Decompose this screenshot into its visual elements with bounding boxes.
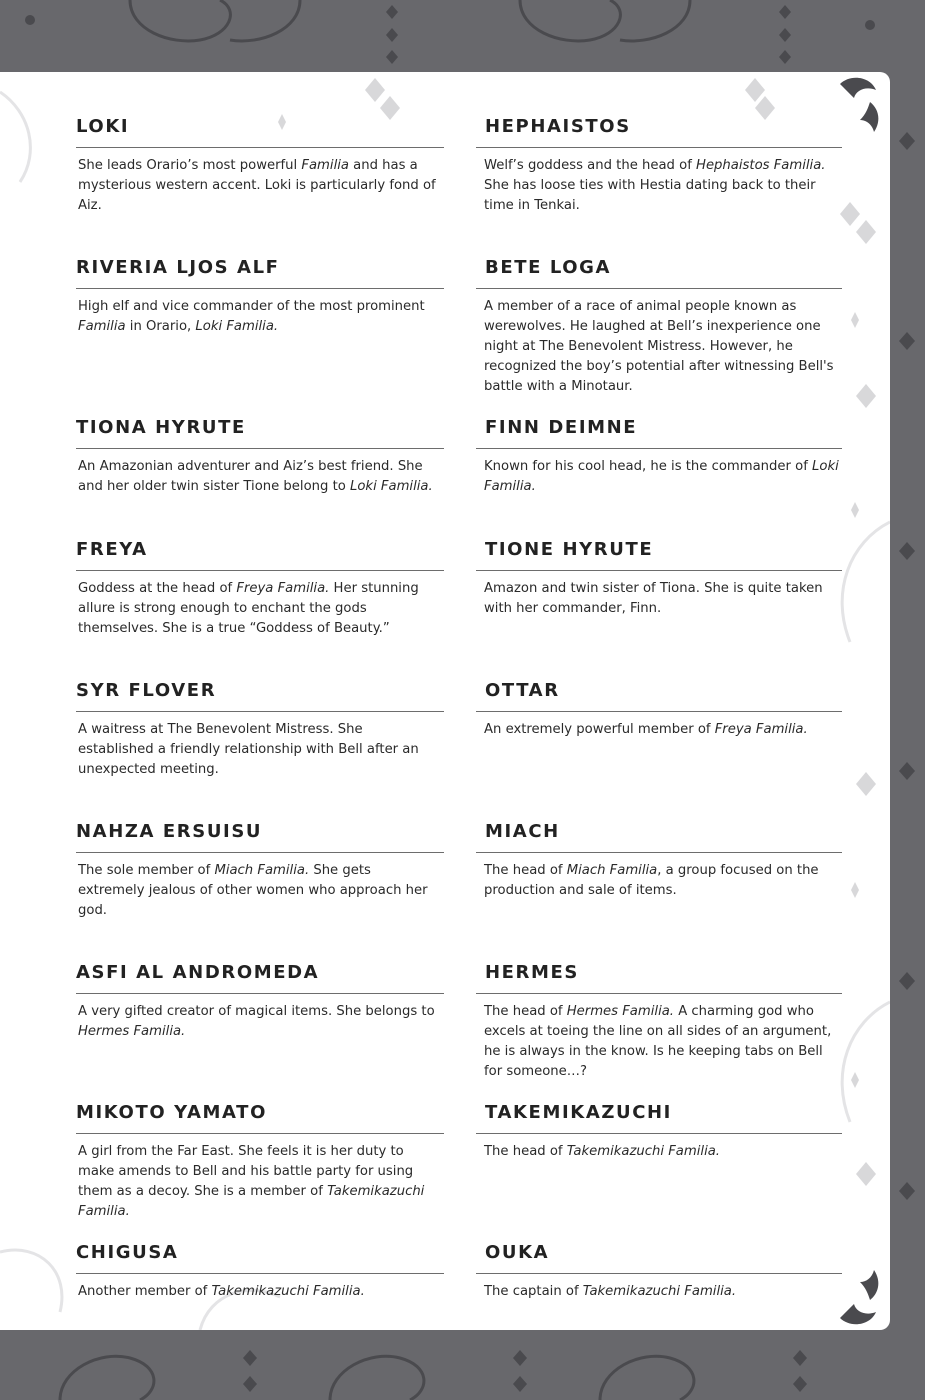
ornamental-border-top <box>0 0 925 72</box>
character-entry <box>78 962 444 1042</box>
character-entry <box>476 1102 842 1162</box>
character-name: CHIGUSA <box>76 1242 444 1274</box>
character-description: A member of a race of animal people known as werewolves. He laughed at Bell’s inexperience one night at The Benevolent Mistress. However, he recognized the boy’s potential after witnessing Bell's battle with a Minotaur. <box>484 299 834 394</box>
damask-pattern-bottom <box>0 1330 925 1400</box>
damask-pattern-top <box>0 0 925 72</box>
familia-name: Freya Familia. <box>236 581 330 596</box>
character-description: Another member of Takemikazuchi Familia. <box>78 1284 365 1299</box>
character-name: MIKOTO YAMATO <box>76 1102 444 1134</box>
character-description: Known for his cool head, he is the commander of Loki Familia. <box>484 459 839 494</box>
character-entry <box>78 821 444 921</box>
ornamental-border-right <box>890 72 925 1330</box>
familia-name: Loki Familia. <box>195 319 279 334</box>
character-name: ASFI AL ANDROMEDA <box>76 962 444 994</box>
character-description: A waitress at The Benevolent Mistress. She established a friendly relationship with Bell after an unexpected meeting. <box>78 722 419 777</box>
familia-name: Loki Familia. <box>350 479 433 494</box>
ornamental-border-bottom <box>0 1330 925 1400</box>
character-entry <box>476 539 842 619</box>
character-description: The sole member of Miach Familia. She gets extremely jealous of other women who approach her god. <box>78 863 428 918</box>
familia-name: Takemikazuchi Familia. <box>566 1144 721 1159</box>
character-name: BETE LOGA <box>476 257 842 289</box>
familia-name: Hephaistos Familia. <box>696 158 826 173</box>
familia-name: Loki Familia. <box>484 459 839 494</box>
character-entry <box>78 116 444 216</box>
character-entry <box>78 539 444 639</box>
familia-name: Takemikazuchi Familia. <box>211 1284 365 1299</box>
character-name: FINN DEIMNE <box>476 417 842 449</box>
character-description: Goddess at the head of Freya Familia. Her stunning allure is strong enough to enchant the gods themselves. She is a true “Goddess of Beauty.” <box>78 581 419 636</box>
character-name: OUKA <box>476 1242 842 1274</box>
character-name: OTTAR <box>476 680 842 712</box>
character-description: Welf’s goddess and the head of Hephaistos Familia. She has loose ties with Hestia dating back to their time in Tenkai. <box>484 158 826 213</box>
character-list <box>0 72 890 1330</box>
familia-name: Familia <box>78 319 126 334</box>
character-entry <box>476 257 842 397</box>
character-description: The captain of Takemikazuchi Familia. <box>484 1284 737 1299</box>
familia-name: Miach Familia <box>566 863 658 878</box>
character-name: TAKEMIKAZUCHI <box>476 1102 842 1134</box>
familia-name: Hermes Familia. <box>78 1024 186 1039</box>
character-entry <box>476 116 842 216</box>
character-entry <box>78 417 444 497</box>
character-name: TIONE HYRUTE <box>476 539 842 571</box>
character-name: RIVERIA LJOS ALF <box>76 257 444 289</box>
character-name: MIACH <box>476 821 842 853</box>
familia-name: Takemikazuchi Familia. <box>78 1184 425 1219</box>
character-name: SYR FLOVER <box>76 680 444 712</box>
character-entry <box>476 821 842 901</box>
character-description: The head of Takemikazuchi Familia. <box>484 1144 721 1159</box>
character-entry <box>476 680 842 740</box>
character-description: A girl from the Far East. She feels it is her duty to make amends to Bell and his battle party for using them as a decoy. She is a member of Takemikazuchi Familia. <box>78 1144 425 1219</box>
character-description: The head of Hermes Familia. A charming god who excels at toeing the line on all sides of an argument, he is always in the know. Is he keeping tabs on Bell for someone…? <box>484 1004 832 1079</box>
character-description: She leads Orario’s most powerful Familia and has a mysterious western accent. Loki is particularly fond of Aiz. <box>78 158 436 213</box>
familia-name: Hermes Familia. <box>566 1004 675 1019</box>
character-description: Amazon and twin sister of Tiona. She is quite taken with her commander, Finn. <box>484 581 823 616</box>
character-description: A very gifted creator of magical items. She belongs to Hermes Familia. <box>78 1004 435 1039</box>
familia-name: Familia <box>301 158 349 173</box>
character-description: An Amazonian adventurer and Aiz’s best friend. She and her older twin sister Tione belong to Loki Familia. <box>78 459 433 494</box>
character-name: NAHZA ERSUISU <box>76 821 444 853</box>
character-entry <box>78 1242 444 1302</box>
character-page <box>0 72 890 1330</box>
familia-name: Freya Familia. <box>714 722 808 737</box>
character-description: High elf and vice commander of the most prominent Familia in Orario, Loki Familia. <box>78 299 425 334</box>
character-description: An extremely powerful member of Freya Familia. <box>484 722 808 737</box>
character-entry <box>78 1102 444 1222</box>
character-name: FREYA <box>76 539 444 571</box>
character-name: LOKI <box>76 116 444 148</box>
character-name: HERMES <box>476 962 842 994</box>
character-entry <box>78 257 444 337</box>
diamond-strip <box>890 72 925 1330</box>
character-description: The head of Miach Familia, a group focused on the production and sale of items. <box>484 863 819 898</box>
character-entry <box>78 680 444 780</box>
familia-name: Miach Familia. <box>214 863 310 878</box>
character-entry <box>476 417 842 497</box>
character-name: HEPHAISTOS <box>476 116 842 148</box>
familia-name: Takemikazuchi Familia. <box>582 1284 737 1299</box>
character-name: TIONA HYRUTE <box>76 417 444 449</box>
character-entry <box>476 962 842 1082</box>
character-entry <box>476 1242 842 1302</box>
